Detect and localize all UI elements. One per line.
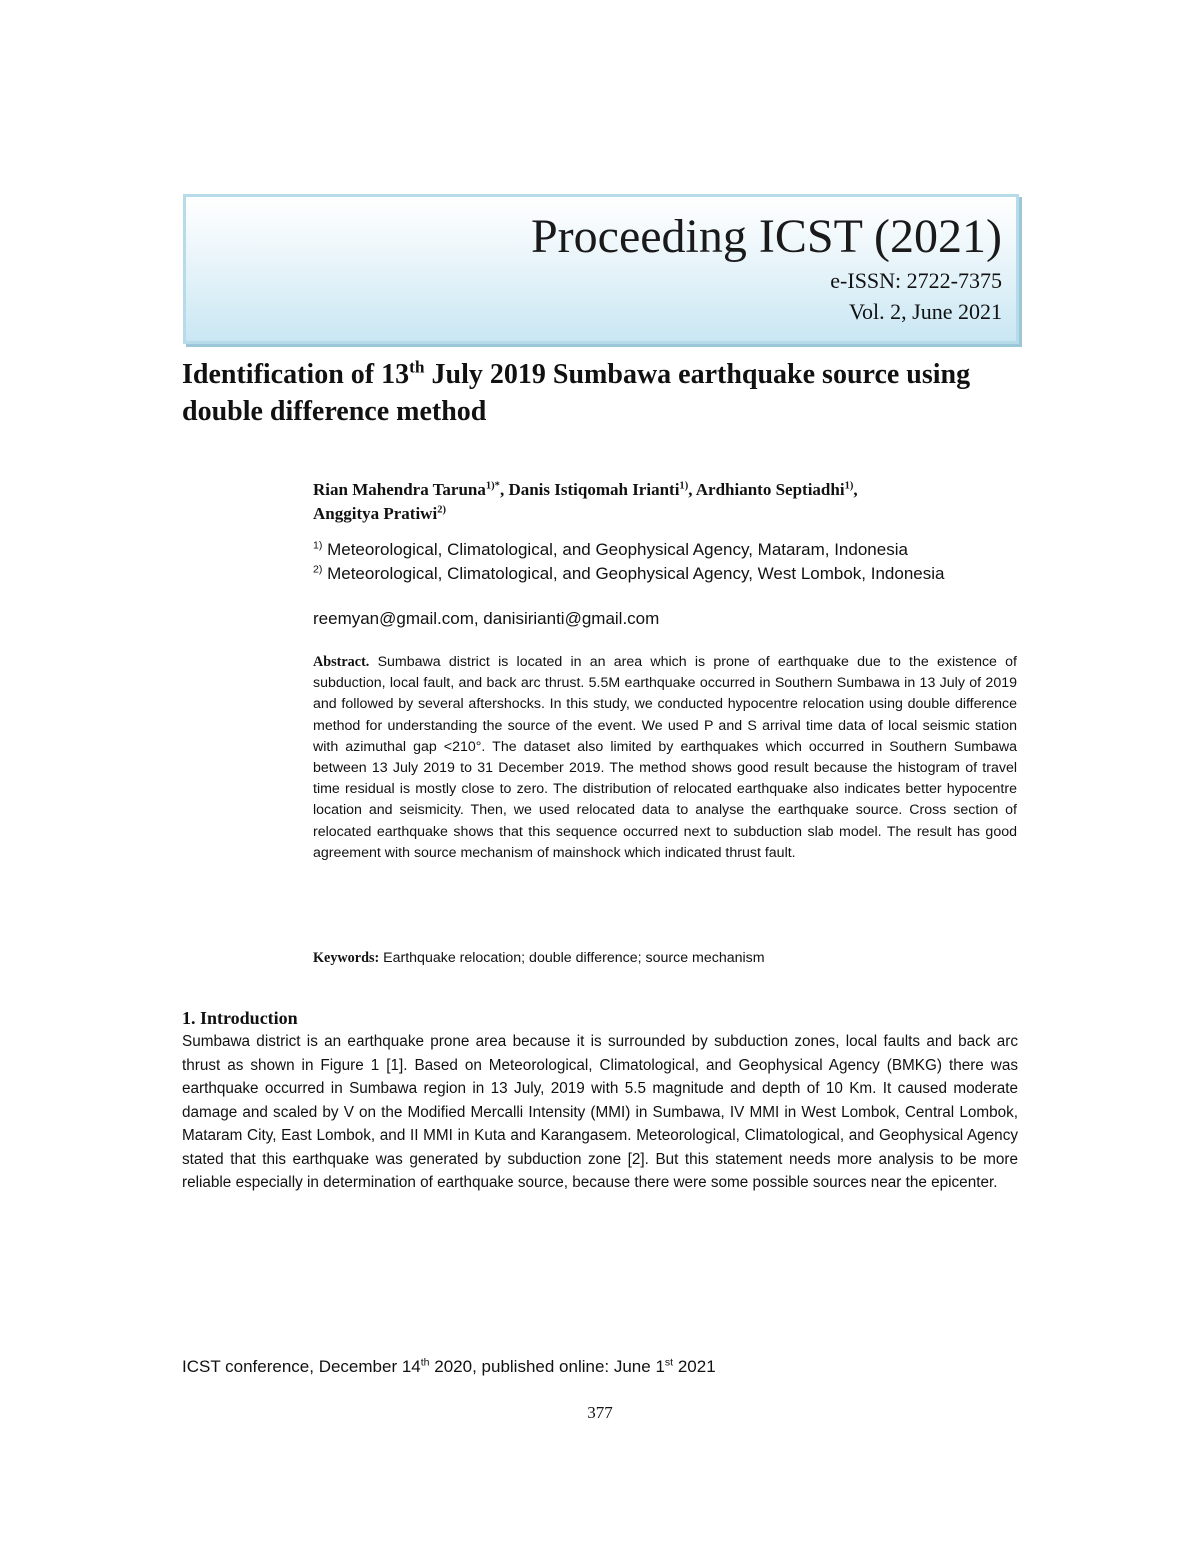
conference-footer: ICST conference, December 14th 2020, published online: June 1st 2021 (182, 1356, 716, 1376)
journal-title: Proceeding ICST (2021) (530, 210, 1002, 263)
journal-volume: Vol. 2, June 2021 (849, 299, 1002, 324)
affiliation-1: $^{1)}$ Meteorological, Climatological, and Geophysical Agency, Mataram, Indonesia (313, 539, 908, 559)
affiliation-2: $^{2)}$ Meteorological, Climatological, and Geophysical Agency, West Lombok, Indonesia (313, 563, 945, 583)
author-name: Anggitya Pratiwi (313, 504, 438, 523)
keywords-text: Earthquake relocation; double difference; source mechanism (379, 950, 765, 966)
author-list: Rian Mahendra Taruna$^{1)*}$, Danis Istiqomah Irianti$^{1)}$, Ardhianto Septiadhi$^{1)}$, Anggitya Pratiwi$^{2)}$ (313, 480, 858, 523)
keywords-label: Keywords: (313, 950, 380, 966)
keywords (313, 948, 1017, 969)
author-name: Rian Mahendra Taruna (313, 480, 486, 499)
section-heading-introduction: 1. Introduction (182, 1008, 298, 1028)
abstract-text: Sumbawa district is located in an area which is prone of earthquake due to the existence of subduction, local fault, and back arc thrust. 5.5M earthquake occurred in Southern Sumbawa in 13 July of 2019 and followed by several aftershocks. In this study, we conducted hypocentre relocation using double difference method for understanding the source of the event. We used P and S arrival time data of local seismic station with azimuthal gap <210°. The dataset also limited by earthquakes which occurred in Southern Sumbawa between 13 July 2019 to 31 December 2019. The method shows good result because the histogram of travel time residual is mostly close to zero. The distribution of relocated earthquake also indicates better hypocentre location and seismicity. Then, we used relocated data to analyse the earthquake source. Cross section of relocated earthquake shows that this sequence occurred next to subduction slab model. The result has good agreement with source mechanism of mainshock which indicated thrust fault. (313, 654, 1017, 861)
page-number: 377 (587, 1403, 613, 1422)
abstract-label: Abstract. (313, 654, 370, 670)
journal-issn: e-ISSN: 2722-7375 (830, 268, 1002, 293)
paper-title: Identification of 13th July 2019 Sumbawa earthquake source using double difference method (182, 357, 971, 427)
author-emails: reemyan@gmail.com, danisirianti@gmail.com (313, 609, 660, 628)
abstract (313, 652, 1017, 864)
author-name: Ardhianto Septiadhi (695, 480, 845, 499)
introduction-paragraph: Sumbawa district is an earthquake prone area because it is surrounded by subduction zones, local faults and back arc thrust as shown in Figure 1 [1]. Based on Meteorological, Climatological, and Geophysical Agency (BMKG) there was earthquake occurred in Sumbawa region in 13 July, 2019 with 5.5 magnitude and depth of 10 Km. It caused moderate damage and scaled by V on the Modified Mercalli Intensity (MMI) in Sumbawa, IV MMI in West Lombok, Central Lombok, Mataram City, East Lombok, and II MMI in Kuta and Karangasem. Meteorological, Climatological, and Geophysical Agency stated that this earthquake was generated by subduction zone [2]. But this statement needs more analysis to be more reliable especially in determination of earthquake source, because there were some possible sources near the epicenter. (182, 1033, 1018, 1191)
author-name: Danis Istiqomah Irianti (508, 480, 680, 499)
journal-header-box (183, 194, 1019, 344)
